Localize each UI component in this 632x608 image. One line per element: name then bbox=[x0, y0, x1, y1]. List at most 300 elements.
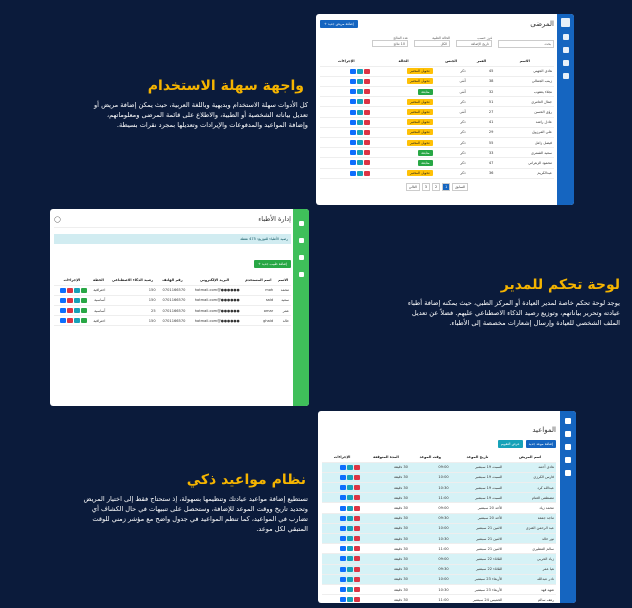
column-header: اسم المستخدم bbox=[242, 275, 276, 285]
home-icon[interactable] bbox=[563, 34, 569, 40]
actions-cell bbox=[322, 534, 362, 544]
filter-sort-select[interactable]: تاريخ الإضافة bbox=[456, 40, 492, 47]
patient-gender: ذكر bbox=[435, 148, 468, 158]
edit-button[interactable] bbox=[60, 308, 66, 313]
view-button[interactable] bbox=[74, 298, 80, 303]
status-badge: تحويل المختبر bbox=[407, 119, 433, 125]
actions-cell bbox=[320, 76, 373, 86]
edit-button[interactable] bbox=[350, 160, 356, 165]
column-header: الإجراءات bbox=[322, 452, 362, 462]
doctor-email: ●●●●●●@hotmail.com bbox=[187, 285, 241, 295]
feature-title-admin: لوحة تحكم للمدير bbox=[500, 277, 620, 293]
doctor-phone: 0701166570 bbox=[158, 306, 188, 316]
page-title: المرضى bbox=[530, 20, 554, 28]
appointment-date: الخميس 24 سبتمبر bbox=[451, 595, 505, 603]
column-header: الجنس bbox=[435, 56, 468, 66]
status-badge: متابعة bbox=[418, 89, 432, 95]
column-header: تاريخ الموعد bbox=[451, 452, 505, 462]
pagination-item[interactable]: 2 bbox=[432, 183, 440, 191]
delete-button[interactable] bbox=[354, 546, 360, 551]
table-row bbox=[322, 462, 556, 472]
edit-button[interactable] bbox=[350, 130, 356, 135]
view-button[interactable] bbox=[357, 130, 363, 135]
appointment-date: السبت 19 سبتمبر bbox=[451, 483, 505, 493]
users-icon[interactable] bbox=[563, 47, 569, 53]
doctor-plan: احترافية bbox=[90, 285, 108, 295]
status-cell bbox=[373, 107, 435, 117]
view-button[interactable] bbox=[357, 69, 363, 74]
delete-button[interactable] bbox=[364, 99, 370, 104]
doctor-plan: أساسية bbox=[90, 306, 108, 316]
actions-cell bbox=[322, 462, 362, 472]
users-icon[interactable] bbox=[565, 444, 571, 450]
pagination-item[interactable]: 3 bbox=[422, 183, 430, 191]
appointments-table bbox=[322, 452, 556, 603]
appointment-date: الأربعاء 23 سبتمبر bbox=[451, 574, 505, 584]
status-cell bbox=[373, 97, 435, 107]
table-row bbox=[54, 306, 291, 316]
doctor-ai: 150 bbox=[107, 295, 157, 305]
table-row bbox=[54, 295, 291, 305]
view-button[interactable] bbox=[357, 120, 363, 125]
column-header: الإجراءات bbox=[54, 275, 90, 285]
delete-button[interactable] bbox=[364, 160, 370, 165]
view-button[interactable] bbox=[347, 556, 353, 561]
feature-desc-ease: كل الأدوات سهلة الاستخدام وبديهية وباللغة العربية، حيث يمكن إضافة مريض أو تعديل بياناته الشخصية أو الطبية، والاطلاع على قائمة المرضى ومعلوماتهم، وإضافة المواعيد والمدفوعات والإيرادات وتعديلها بمجرد نقرات بسيطة. bbox=[93, 101, 308, 129]
patient-age: 38 bbox=[468, 76, 496, 86]
actions-cell bbox=[322, 564, 362, 574]
actions-cell bbox=[322, 503, 362, 513]
delete-button[interactable] bbox=[364, 140, 370, 145]
edit-button[interactable] bbox=[350, 69, 356, 74]
doctors-table bbox=[54, 275, 291, 326]
bell-icon[interactable]: ◯ bbox=[54, 215, 61, 223]
doctor-ai: 25 bbox=[107, 306, 157, 316]
actions-cell bbox=[322, 574, 362, 584]
appointment-time: 10:30 bbox=[410, 483, 451, 493]
edit-button[interactable] bbox=[350, 171, 356, 176]
appointment-time: 09:00 bbox=[410, 503, 451, 513]
appointment-date: الأحد 20 سبتمبر bbox=[451, 513, 505, 523]
edit-button[interactable] bbox=[350, 150, 356, 155]
actions-cell bbox=[322, 554, 362, 564]
appointment-name: عبدالله كرد bbox=[504, 483, 556, 493]
patient-name: عادل راشد bbox=[495, 117, 554, 127]
delete-button[interactable] bbox=[354, 506, 360, 511]
actions-cell bbox=[322, 523, 362, 533]
home-icon[interactable] bbox=[565, 431, 571, 437]
appointment-date: الثلاثاء 22 سبتمبر bbox=[451, 564, 505, 574]
appointment-time: 11:00 bbox=[410, 595, 451, 603]
edit-button[interactable] bbox=[340, 495, 346, 500]
actions-cell bbox=[322, 472, 362, 482]
appointment-duration: 30 دقيقة bbox=[362, 513, 410, 523]
delete-button[interactable] bbox=[67, 298, 73, 303]
patient-age: 33 bbox=[468, 148, 496, 158]
app-logo-icon bbox=[561, 18, 570, 27]
view-button[interactable] bbox=[74, 288, 80, 293]
appointment-date: السبت 19 سبتمبر bbox=[451, 472, 505, 482]
feature-title-appointments: نظام مواعيد ذكي bbox=[186, 472, 306, 488]
appointments-sidebar bbox=[560, 411, 576, 603]
doctors-sidebar bbox=[293, 209, 309, 406]
appointment-name: هادي أحمد bbox=[504, 462, 556, 472]
appointment-duration: 30 دقيقة bbox=[362, 493, 410, 503]
appointment-time: 10:00 bbox=[410, 574, 451, 584]
appointment-date: السبت 19 سبتمبر bbox=[451, 462, 505, 472]
patient-name: علي المرزوق bbox=[495, 127, 554, 137]
feature-title-ease: واجهة سهلة الاستخدام bbox=[147, 78, 304, 94]
view-button[interactable] bbox=[357, 150, 363, 155]
status-cell bbox=[373, 117, 435, 127]
patients-table bbox=[320, 56, 554, 179]
appointment-duration: 30 دقيقة bbox=[362, 574, 410, 584]
page-title: إدارة الأطباء bbox=[258, 215, 291, 223]
appointment-time: 09:30 bbox=[410, 513, 451, 523]
status-badge: تحويل المختبر bbox=[407, 68, 433, 74]
delete-button[interactable] bbox=[364, 171, 370, 176]
patient-name: سعيد الشمري bbox=[495, 148, 554, 158]
table-row bbox=[322, 595, 556, 603]
appointment-duration: 30 دقيقة bbox=[362, 584, 410, 594]
calendar-icon[interactable] bbox=[565, 457, 571, 463]
delete-button[interactable] bbox=[354, 495, 360, 500]
patient-gender: أنثى bbox=[435, 87, 468, 97]
status-cell bbox=[373, 87, 435, 97]
doctor-phone: 0701166570 bbox=[158, 316, 188, 326]
chart-icon[interactable] bbox=[563, 73, 569, 79]
patients-sidebar bbox=[557, 14, 574, 205]
delete-button[interactable] bbox=[67, 288, 73, 293]
table-row bbox=[320, 148, 554, 158]
balance-notice: رصيد الأطباء للتوزيع: 475 نقطة bbox=[54, 234, 291, 244]
appointment-duration: 30 دقيقة bbox=[362, 523, 410, 533]
delete-button[interactable] bbox=[364, 120, 370, 125]
patient-gender: ذكر bbox=[435, 97, 468, 107]
delete-button[interactable] bbox=[354, 475, 360, 480]
appointment-time: 11:00 bbox=[410, 493, 451, 503]
edit-button[interactable] bbox=[350, 110, 356, 115]
edit-button[interactable] bbox=[340, 587, 346, 592]
column-header: الإجراءات bbox=[320, 56, 373, 66]
table-row bbox=[54, 285, 291, 295]
edit-button[interactable] bbox=[340, 516, 346, 521]
table-row bbox=[320, 87, 554, 97]
actions-cell bbox=[320, 87, 373, 97]
doctor-icon[interactable] bbox=[299, 238, 304, 243]
patient-gender: أنثى bbox=[435, 76, 468, 86]
delete-button[interactable] bbox=[354, 597, 360, 602]
column-header: البريد الإلكتروني bbox=[187, 275, 241, 285]
appointment-time: 10:30 bbox=[410, 584, 451, 594]
status-cell bbox=[373, 168, 435, 178]
appointment-date: الأحد 20 سبتمبر bbox=[451, 503, 505, 513]
table-row bbox=[322, 493, 556, 503]
delete-button[interactable] bbox=[354, 567, 360, 572]
appointment-name: مصطفى الغنام bbox=[504, 493, 556, 503]
patient-gender: ذكر bbox=[435, 158, 468, 168]
delete-button[interactable] bbox=[67, 308, 73, 313]
edit-button[interactable] bbox=[350, 120, 356, 125]
delete-button[interactable] bbox=[354, 587, 360, 592]
patient-age: 47 bbox=[468, 158, 496, 168]
doctor-email: ●●●●●●@hotmail.com bbox=[187, 295, 241, 305]
patient-age: 27 bbox=[468, 107, 496, 117]
doctor-email: ●●●●●●@hotmail.com bbox=[187, 316, 241, 326]
edit-button[interactable] bbox=[340, 536, 346, 541]
view-button[interactable] bbox=[357, 99, 363, 104]
save-button[interactable] bbox=[81, 318, 87, 323]
filter-status-select[interactable]: الكل bbox=[414, 40, 450, 47]
table-row bbox=[322, 523, 556, 533]
delete-button[interactable] bbox=[354, 556, 360, 561]
pagination-item[interactable]: السابق bbox=[452, 183, 468, 191]
status-cell bbox=[373, 127, 435, 137]
patient-name: هادي الجهني bbox=[495, 66, 554, 76]
table-row bbox=[322, 584, 556, 594]
appointment-name: فارس الكرزي bbox=[504, 472, 556, 482]
table-row bbox=[322, 534, 556, 544]
delete-button[interactable] bbox=[364, 150, 370, 155]
add-appointment-button[interactable]: إضافة موعد جديد bbox=[526, 440, 556, 448]
appointment-date: الثلاثاء 22 سبتمبر bbox=[451, 554, 505, 564]
appointment-time: 10:30 bbox=[410, 534, 451, 544]
delete-button[interactable] bbox=[354, 516, 360, 521]
page-title: المواعيد bbox=[532, 426, 556, 434]
status-cell bbox=[373, 158, 435, 168]
appointment-date: السبت 19 سبتمبر bbox=[451, 493, 505, 503]
view-button[interactable] bbox=[74, 318, 80, 323]
appointment-name: عبد الرحمن العنزي bbox=[504, 523, 556, 533]
column-header: رصيد الذكاء الاصطناعي bbox=[107, 275, 157, 285]
actions-cell bbox=[320, 138, 373, 148]
doctor-phone: 0701166570 bbox=[158, 295, 188, 305]
patients-screenshot bbox=[316, 14, 574, 205]
view-button[interactable] bbox=[347, 536, 353, 541]
view-button[interactable] bbox=[347, 567, 353, 572]
appointment-duration: 30 دقيقة bbox=[362, 534, 410, 544]
logout-icon[interactable] bbox=[299, 272, 304, 277]
feature-desc-admin: يوجد لوحة تحكم خاصة لمدير العيادة أو المركز الطبي، حيث يمكنه إضافة أطباء عيادته وتحرير بياناتهم، وتوزيع رصيد الذكاء الاصطناعي عليهم. فضلاً عن تعديل الملف الشخصي للعيادة وإرسال إشعارات مخصصة إلى الأطباء. bbox=[407, 299, 620, 327]
appointment-duration: 30 دقيقة bbox=[362, 503, 410, 513]
view-button[interactable] bbox=[347, 485, 353, 490]
column-header: رقم الهاتف bbox=[158, 275, 188, 285]
actions-cell bbox=[54, 295, 90, 305]
delete-button[interactable] bbox=[354, 465, 360, 470]
status-badge: تحويل المختبر bbox=[407, 170, 433, 176]
appointment-date: الاثنين 21 سبتمبر bbox=[451, 534, 505, 544]
view-button[interactable] bbox=[347, 587, 353, 592]
doctor-name: خالد bbox=[275, 316, 291, 326]
actions-cell bbox=[320, 66, 373, 76]
patient-age: 41 bbox=[468, 117, 496, 127]
table-row bbox=[322, 574, 556, 584]
appointment-date: الاثنين 21 سبتمبر bbox=[451, 523, 505, 533]
save-button[interactable] bbox=[81, 288, 87, 293]
save-button[interactable] bbox=[81, 308, 87, 313]
home-icon[interactable] bbox=[299, 221, 304, 226]
edit-button[interactable] bbox=[60, 288, 66, 293]
column-header: الاسم bbox=[495, 56, 554, 66]
appointment-name: شهد فهد bbox=[504, 584, 556, 594]
appointment-name: هيا عمر bbox=[504, 564, 556, 574]
edit-button[interactable] bbox=[340, 465, 346, 470]
view-button[interactable] bbox=[357, 160, 363, 165]
doctor-name: عمر bbox=[275, 306, 291, 316]
appointment-duration: 30 دقيقة bbox=[362, 462, 410, 472]
appointment-name: نور خالد bbox=[504, 534, 556, 544]
add-doctor-button[interactable]: إضافة طبيب جديد + bbox=[254, 260, 291, 268]
appointment-duration: 30 دقيقة bbox=[362, 472, 410, 482]
delete-button[interactable] bbox=[67, 318, 73, 323]
table-row bbox=[322, 544, 556, 554]
actions-cell bbox=[54, 285, 90, 295]
delete-button[interactable] bbox=[364, 69, 370, 74]
add-patient-button[interactable]: إضافة مريض جديد + bbox=[320, 20, 358, 28]
edit-button[interactable] bbox=[340, 567, 346, 572]
patient-age: 36 bbox=[468, 168, 496, 178]
view-button[interactable] bbox=[347, 465, 353, 470]
table-row bbox=[322, 503, 556, 513]
patient-gender: ذكر bbox=[435, 138, 468, 148]
delete-button[interactable] bbox=[354, 526, 360, 531]
delete-button[interactable] bbox=[354, 577, 360, 582]
status-badge: تحويل المختبر bbox=[407, 78, 433, 84]
edit-button[interactable] bbox=[340, 475, 346, 480]
patient-name: عبدالكريم bbox=[495, 168, 554, 178]
doctor-name: محمد bbox=[275, 285, 291, 295]
edit-button[interactable] bbox=[60, 318, 66, 323]
pagination-item[interactable]: 1 bbox=[442, 183, 450, 191]
table-row bbox=[320, 127, 554, 137]
table-row bbox=[322, 472, 556, 482]
filter-count-label: عدد النتائج bbox=[393, 36, 408, 40]
delete-button[interactable] bbox=[354, 485, 360, 490]
view-button[interactable] bbox=[347, 516, 353, 521]
view-button[interactable] bbox=[357, 79, 363, 84]
doctor-name: سعيد bbox=[275, 295, 291, 305]
actions-cell bbox=[54, 316, 90, 326]
actions-cell bbox=[320, 158, 373, 168]
view-button[interactable] bbox=[347, 495, 353, 500]
view-button[interactable] bbox=[347, 577, 353, 582]
table-row bbox=[322, 483, 556, 493]
view-button[interactable] bbox=[347, 506, 353, 511]
actions-cell bbox=[322, 483, 362, 493]
edit-button[interactable] bbox=[350, 79, 356, 84]
appointment-time: 10:00 bbox=[410, 523, 451, 533]
column-header: الاسم bbox=[275, 275, 291, 285]
edit-button[interactable] bbox=[340, 546, 346, 551]
calendar-view-button[interactable]: عرض التقويم bbox=[498, 440, 523, 448]
delete-button[interactable] bbox=[354, 536, 360, 541]
settings-icon[interactable] bbox=[299, 255, 304, 260]
edit-button[interactable] bbox=[340, 556, 346, 561]
appointments-screenshot bbox=[318, 411, 576, 603]
patient-name: رؤى الحسن bbox=[495, 107, 554, 117]
status-badge: تحويل المختبر bbox=[407, 140, 433, 146]
actions-cell bbox=[322, 584, 362, 594]
doctor-email: ●●●●●●@hotmail.com bbox=[187, 306, 241, 316]
edit-button[interactable] bbox=[340, 597, 346, 602]
view-button[interactable] bbox=[357, 89, 363, 94]
view-button[interactable] bbox=[347, 597, 353, 602]
view-button[interactable] bbox=[357, 140, 363, 145]
filter-count-select[interactable]: 10 نتائج bbox=[372, 40, 408, 47]
table-row bbox=[320, 97, 554, 107]
edit-button[interactable] bbox=[60, 298, 66, 303]
appointment-duration: 30 دقيقة bbox=[362, 554, 410, 564]
appointment-name: ماجد جمعة bbox=[504, 513, 556, 523]
pagination bbox=[320, 183, 554, 191]
doctor-plan: أساسية bbox=[90, 295, 108, 305]
patient-age: 55 bbox=[468, 138, 496, 148]
patient-age: 29 bbox=[468, 127, 496, 137]
search-input[interactable]: بحث bbox=[498, 40, 554, 48]
edit-button[interactable] bbox=[340, 506, 346, 511]
save-button[interactable] bbox=[81, 298, 87, 303]
patient-gender: ذكر bbox=[435, 168, 468, 178]
appointment-time: 09:30 bbox=[410, 564, 451, 574]
delete-button[interactable] bbox=[364, 79, 370, 84]
doctor-username: moh bbox=[242, 285, 276, 295]
calendar-icon[interactable] bbox=[563, 60, 569, 66]
edit-button[interactable] bbox=[350, 89, 356, 94]
edit-button[interactable] bbox=[340, 485, 346, 490]
filter-status-label: الحالة الطبية bbox=[432, 36, 450, 40]
actions-cell bbox=[320, 168, 373, 178]
view-button[interactable] bbox=[347, 475, 353, 480]
edit-button[interactable] bbox=[340, 526, 346, 531]
edit-button[interactable] bbox=[340, 577, 346, 582]
edit-button[interactable] bbox=[350, 99, 356, 104]
delete-button[interactable] bbox=[364, 89, 370, 94]
view-button[interactable] bbox=[357, 110, 363, 115]
doctor-ai: 150 bbox=[107, 285, 157, 295]
view-button[interactable] bbox=[74, 308, 80, 313]
column-header: اسم المريض bbox=[504, 452, 556, 462]
view-button[interactable] bbox=[347, 526, 353, 531]
pagination-item[interactable]: التالي bbox=[406, 183, 420, 191]
view-button[interactable] bbox=[357, 171, 363, 176]
actions-cell bbox=[320, 97, 373, 107]
delete-button[interactable] bbox=[364, 130, 370, 135]
patient-gender: ذكر bbox=[435, 117, 468, 127]
status-cell bbox=[373, 76, 435, 86]
table-row bbox=[320, 158, 554, 168]
actions-cell bbox=[320, 117, 373, 127]
patient-name: نجلاء يعقوب bbox=[495, 87, 554, 97]
actions-cell bbox=[320, 127, 373, 137]
table-row bbox=[320, 107, 554, 117]
appointment-name: نادر عبدالله bbox=[504, 574, 556, 584]
patient-gender: ذكر bbox=[435, 66, 468, 76]
delete-button[interactable] bbox=[364, 110, 370, 115]
status-badge: تحويل المختبر bbox=[407, 99, 433, 105]
actions-cell bbox=[322, 544, 362, 554]
actions-cell bbox=[54, 306, 90, 316]
appointment-time: 09:00 bbox=[410, 554, 451, 564]
appointment-date: الأربعاء 23 سبتمبر bbox=[451, 584, 505, 594]
view-button[interactable] bbox=[347, 546, 353, 551]
status-cell bbox=[373, 148, 435, 158]
appointment-name: محمد زياد bbox=[504, 503, 556, 513]
patient-gender: أنثى bbox=[435, 107, 468, 117]
doctors-screenshot bbox=[50, 209, 309, 406]
edit-button[interactable] bbox=[350, 140, 356, 145]
table-row bbox=[320, 138, 554, 148]
chart-icon[interactable] bbox=[565, 470, 571, 476]
